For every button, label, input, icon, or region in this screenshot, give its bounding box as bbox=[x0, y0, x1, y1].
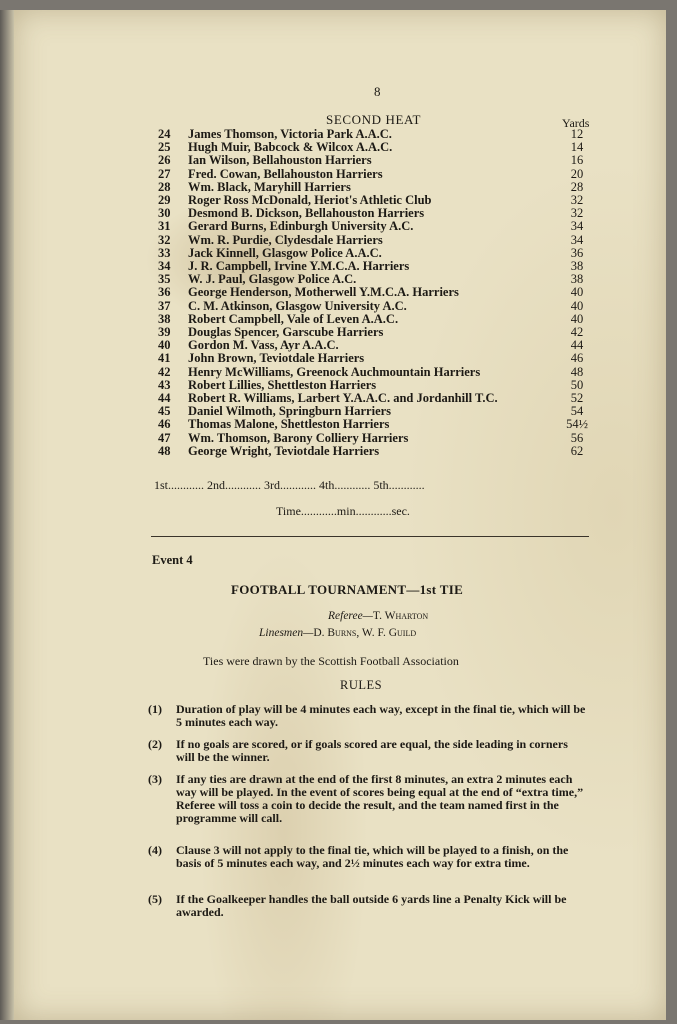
rule-number: (1) bbox=[148, 702, 162, 716]
heat-entry bbox=[158, 168, 598, 181]
entry-number: 43 bbox=[158, 377, 171, 392]
rules-header: RULES bbox=[340, 678, 383, 692]
entry-name: W. J. Paul, Glasgow Police A.C. bbox=[188, 272, 357, 287]
entry-name: Roger Ross McDonald, Heriot's Athletic Club bbox=[188, 193, 432, 207]
entry-name: Hugh Muir, Babcock & Wilcox A.A.C. bbox=[188, 140, 393, 155]
programme-page bbox=[14, 10, 666, 1020]
rule-text: If no goals are scored, or if goals scored are equal, the side leading in corners will be the winner. bbox=[176, 737, 568, 764]
entry-yards: 32 bbox=[570, 206, 584, 221]
entry-yards: 20 bbox=[570, 166, 584, 181]
entry-number: 39 bbox=[158, 325, 171, 339]
event-title: FOOTBALL TOURNAMENT—1st TIE bbox=[231, 582, 464, 597]
finishing-places-line: 1st............ 2nd............ 3rd............ 4th............ 5th............ bbox=[154, 478, 425, 492]
heat-entry bbox=[158, 273, 598, 286]
rule-number: (4) bbox=[148, 843, 162, 857]
rule-number: (5) bbox=[148, 892, 162, 906]
heat-entry bbox=[158, 432, 598, 445]
heat-entry bbox=[158, 128, 598, 141]
heat-entry bbox=[158, 194, 598, 207]
entry-number: 37 bbox=[158, 298, 171, 313]
heat-entry bbox=[158, 445, 598, 458]
entry-name: Wm. R. Purdie, Clydesdale Harriers bbox=[188, 232, 383, 247]
entry-number: 24 bbox=[158, 127, 171, 141]
entry-yards: 46 bbox=[570, 351, 584, 366]
entry-number: 28 bbox=[158, 179, 171, 194]
entry-name: James Thomson, Victoria Park A.A.C. bbox=[188, 127, 392, 141]
entry-number: 32 bbox=[158, 232, 171, 247]
entry-number: 36 bbox=[158, 285, 171, 300]
entry-number: 40 bbox=[158, 338, 171, 353]
rule-text: If the Goalkeeper handles the ball outside 6 yards line a Penalty Kick will be awarded. bbox=[176, 892, 567, 919]
entry-yards: 12 bbox=[570, 127, 584, 141]
rule-number: (2) bbox=[148, 737, 162, 751]
entry-name: Douglas Spencer, Garscube Harriers bbox=[188, 325, 384, 339]
entry-number: 41 bbox=[158, 351, 171, 366]
entry-name: J. R. Campbell, Irvine Y.M.C.A. Harriers bbox=[188, 259, 410, 273]
linesmen-line bbox=[259, 627, 416, 639]
entry-yards: 38 bbox=[570, 272, 584, 287]
heat-entry bbox=[158, 405, 598, 418]
entry-name: Thomas Malone, Shettleston Harriers bbox=[188, 417, 390, 432]
entry-number: 47 bbox=[158, 430, 171, 445]
entry-name: Henry McWilliams, Greenock Auchmountain Harriers bbox=[188, 364, 481, 379]
entry-yards: 50 bbox=[570, 377, 584, 392]
heat-entry bbox=[158, 339, 598, 352]
entry-number: 48 bbox=[158, 443, 171, 458]
heat-entry bbox=[158, 300, 598, 313]
entry-number: 42 bbox=[158, 364, 171, 379]
entry-yards: 44 bbox=[570, 338, 584, 353]
time-line: Time............min............sec. bbox=[276, 504, 410, 518]
ties-note: Ties were drawn by the Scottish Football Association bbox=[203, 654, 459, 668]
entry-yards: 62 bbox=[570, 443, 584, 458]
linesmen-names: D. Burns, W. F. Guild bbox=[313, 627, 417, 639]
booklet-spine-edge bbox=[0, 10, 14, 1020]
entry-yards: 16 bbox=[570, 153, 584, 168]
entry-number: 35 bbox=[158, 272, 171, 287]
referee-line bbox=[328, 610, 428, 622]
entry-name: Jack Kinnell, Glasgow Police A.A.C. bbox=[188, 245, 382, 260]
entry-yards: 34 bbox=[570, 232, 584, 247]
heat-entry bbox=[158, 418, 598, 431]
entry-name: Fred. Cowan, Bellahouston Harriers bbox=[188, 166, 383, 181]
heat-entry bbox=[158, 352, 598, 365]
entry-yards: 40 bbox=[570, 298, 584, 313]
heat-entry bbox=[158, 234, 598, 247]
entry-yards: 52 bbox=[570, 391, 584, 405]
entry-number: 26 bbox=[158, 153, 171, 168]
entry-name: Robert Campbell, Vale of Leven A.A.C. bbox=[188, 311, 399, 326]
entry-name: Robert R. Williams, Larbert Y.A.A.C. and Jordanhill T.C. bbox=[188, 391, 498, 405]
entry-name: George Wright, Teviotdale Harriers bbox=[188, 443, 380, 458]
entry-yards: 40 bbox=[570, 311, 584, 326]
heat-entry bbox=[158, 220, 598, 233]
entry-name: C. M. Atkinson, Glasgow University A.C. bbox=[188, 298, 407, 313]
entry-yards: 42 bbox=[570, 325, 584, 339]
entry-number: 25 bbox=[158, 140, 171, 155]
entry-yards: 28 bbox=[570, 179, 584, 194]
heat-entry bbox=[158, 366, 598, 379]
referee-label: Referee— bbox=[328, 610, 373, 622]
entry-yards: 54½ bbox=[566, 417, 588, 432]
entry-name: George Henderson, Motherwell Y.M.C.A. Harriers bbox=[188, 285, 459, 300]
entry-name: John Brown, Teviotdale Harriers bbox=[188, 351, 365, 366]
entry-yards: 54 bbox=[570, 404, 584, 419]
heat-entry bbox=[158, 379, 598, 392]
rule-text: If any ties are drawn at the end of the first 8 minutes, an extra 2 minutes each way will be played. In the event of scores being equal at the end of “extra time,” Referee will toss a coin to decide the result, and the team named first in the programme will call. bbox=[176, 772, 584, 825]
heat-entry bbox=[158, 247, 598, 260]
entry-number: 38 bbox=[158, 311, 171, 326]
entry-yards: 36 bbox=[570, 245, 584, 260]
entry-name: Wm. Thomson, Barony Colliery Harriers bbox=[188, 430, 409, 445]
entry-name: Robert Lillies, Shettleston Harriers bbox=[188, 377, 377, 392]
heat-entry bbox=[158, 286, 598, 299]
entry-yards: 38 bbox=[570, 259, 584, 273]
heat-entry bbox=[158, 181, 598, 194]
entry-number: 27 bbox=[158, 166, 171, 181]
entry-number: 46 bbox=[158, 417, 171, 432]
entry-name: Wm. Black, Maryhill Harriers bbox=[188, 179, 351, 194]
entry-number: 33 bbox=[158, 245, 171, 260]
heat-entry bbox=[158, 141, 598, 154]
heat-title: SECOND HEAT bbox=[326, 112, 422, 127]
entry-name: Ian Wilson, Bellahouston Harriers bbox=[188, 153, 372, 168]
rule-number: (3) bbox=[148, 772, 162, 786]
entry-name: Daniel Wilmoth, Springburn Harriers bbox=[188, 404, 392, 419]
heat-entry bbox=[158, 260, 598, 273]
entry-name: Desmond B. Dickson, Bellahouston Harriers bbox=[188, 206, 425, 221]
heat-entry bbox=[158, 154, 598, 167]
heat-entry bbox=[158, 207, 598, 220]
linesmen-label: Linesmen— bbox=[259, 627, 314, 639]
entry-name: Gerard Burns, Edinburgh University A.C. bbox=[188, 219, 414, 234]
entry-number: 45 bbox=[158, 404, 171, 419]
event-label: Event 4 bbox=[152, 553, 193, 567]
entry-number: 29 bbox=[158, 193, 171, 207]
heat-entry bbox=[158, 313, 598, 326]
referee-name: T. Wharton bbox=[372, 610, 429, 622]
page-number: 8 bbox=[374, 84, 381, 99]
entry-yards: 32 bbox=[570, 193, 584, 207]
entry-yards: 40 bbox=[570, 285, 584, 300]
section-divider bbox=[151, 536, 589, 537]
yards-column-header: Yards bbox=[562, 116, 590, 130]
entry-yards: 14 bbox=[570, 140, 584, 155]
entry-number: 31 bbox=[158, 219, 171, 234]
rule-text: Duration of play will be 4 minutes each way, except in the final tie, which will be 5 minutes each way. bbox=[176, 702, 586, 729]
entry-number: 34 bbox=[158, 259, 171, 273]
entry-yards: 34 bbox=[570, 219, 584, 234]
rule-text: Clause 3 will not apply to the final tie, which will be played to a finish, on the basis of 5 minutes each way, and 2½ minutes each way for extra time. bbox=[176, 843, 569, 870]
entry-yards: 48 bbox=[570, 364, 584, 379]
entry-number: 30 bbox=[158, 206, 171, 221]
entry-number: 44 bbox=[158, 391, 171, 405]
entry-name: Gordon M. Vass, Ayr A.A.C. bbox=[188, 338, 339, 353]
heat-entry bbox=[158, 326, 598, 339]
heat-entry bbox=[158, 392, 598, 405]
entry-yards: 56 bbox=[570, 430, 584, 445]
